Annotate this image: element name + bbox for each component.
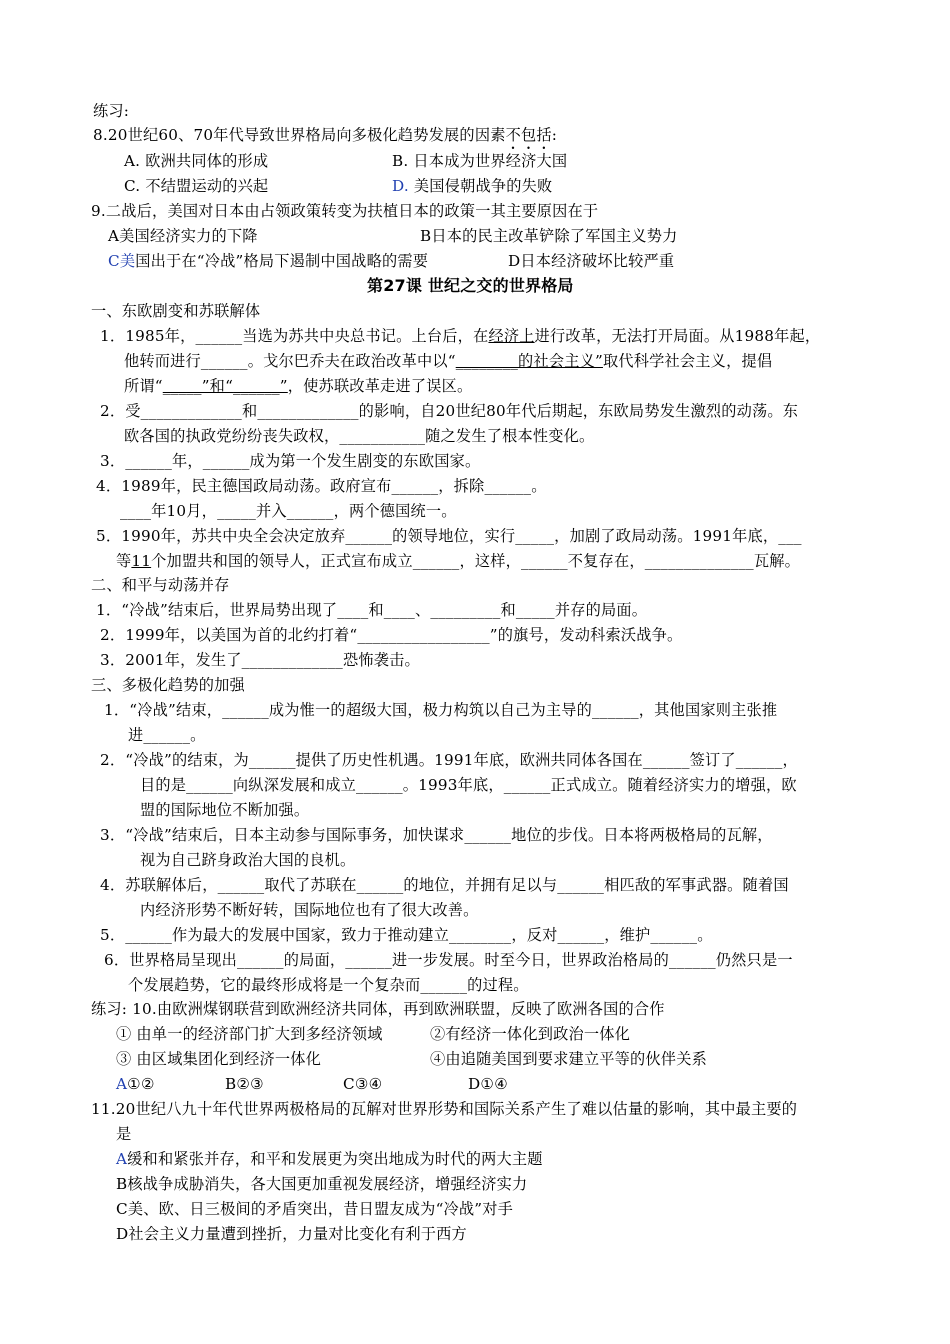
section1-heading: 一、东欧剧变和苏联解体 <box>91 302 261 320</box>
s1-item1-line1: 1．1985年，______当选为苏共中央总书记。上台后，在经济上进行改革，无法打开局面。从1988年起， <box>100 327 821 345</box>
s1-item5-line2: 等11个加盟共和国的领导人，正式宣布成立______，这样，______不复存在，______________瓦解。 <box>116 552 800 570</box>
q10-option-2: ②有经济一体化到政治一体化 <box>430 1025 631 1043</box>
s3-item6-line1: 6．世界格局呈现出______的局面，______进一步发展。时至今日，世界政治格局的______仍然只是一 <box>104 951 793 969</box>
q8-option-b: B. 日本成为世界经济大国 <box>392 152 568 170</box>
q10-choice-c: C③④ <box>343 1075 383 1093</box>
q10-option-3: ③ 由区域集团化到经济一体化 <box>116 1050 322 1068</box>
q8-emphasis: 不包括 <box>505 126 552 144</box>
s2-item2: 2．1999年，以美国为首的北约打着“_________________”的旗号，发动科索沃战争。 <box>100 626 683 644</box>
q11-stem-line2: 是 <box>116 1125 132 1143</box>
q9-option-c: C美国出于在“冷战”格局下遏制中国战略的需要 <box>108 252 429 270</box>
q11-option-c: C美、欧、日三极间的矛盾突出，昔日盟友成为“冷战”对手 <box>116 1200 514 1218</box>
q9-stem: 9.二战后，美国对日本由占领政策转变为扶植日本的政策一其主要原因在于 <box>91 202 599 220</box>
q10-option-4: ④由追随美国到要求建立平等的伙伴关系 <box>430 1050 707 1068</box>
s2-item3: 3．2001年，发生了_____________恐怖袭击。 <box>100 651 420 669</box>
s1-item3: 3．______年，______成为第一个发生剧变的东欧国家。 <box>100 452 481 470</box>
section3-heading: 三、多极化趋势的加强 <box>91 676 245 694</box>
s1-item1-line2: 他转而进行______。戈尔巴乔夫在政治改革中以“________的社会主义”取代科学社会主义，提倡 <box>124 352 773 370</box>
practice-label: 练习: <box>93 102 130 120</box>
s3-item2-line2: 目的是______向纵深发展和成立______。1993年底，______正式成立。随着经济实力的增强，欧 <box>140 776 797 794</box>
q11-option-a: A缓和和紧张并存，和平和发展更为突出地成为时代的两大主题 <box>116 1150 543 1168</box>
s1-item4-line1: 4．1989年，民主德国政局动荡。政府宣布______，拆除______。 <box>96 477 547 495</box>
q10-option-1: ① 由单一的经济部门扩大到多经济领域 <box>116 1025 383 1043</box>
q10-answer-letter: A <box>116 1075 128 1093</box>
q8-option-a: A. 欧洲共同体的形成 <box>124 152 269 170</box>
q8-option-d: D. 美国侵朝战争的失败 <box>392 177 553 195</box>
s3-item3-line2: 视为自己跻身政治大国的良机。 <box>140 851 356 869</box>
s1-item4-line2: ____年10月，_____并入______，两个德国统一。 <box>120 502 457 520</box>
s3-item4-line1: 4．苏联解体后，______取代了苏联在______的地位，并拥有足以与______相匹敌的军事武器。随着国 <box>100 876 789 894</box>
s3-item4-line2: 内经济形势不断好转，国际地位也有了很大改善。 <box>140 901 479 919</box>
q8-stem: 8.20世纪60、70年代导致世界格局向多极化趋势发展的因素不包括: <box>93 126 558 144</box>
s3-item1-line1: 1．“冷战”结束，______成为惟一的超级大国，极力构筑以自己为主导的______，其他国家则主张推 <box>104 701 778 719</box>
q10-choice-b: B②③ <box>225 1075 264 1093</box>
q9-option-b: B日本的民主改革铲除了军国主义势力 <box>420 227 678 245</box>
s2-item1: 1．“冷战”结束后，世界局势出现了____和____、_________和_____并存的局面。 <box>96 601 648 619</box>
section2-heading: 二、和平与动荡并存 <box>91 576 230 594</box>
s3-item2-line3: 盟的国际地位不断加强。 <box>140 801 310 819</box>
s3-item3-line1: 3．“冷战”结束后，日本主动参与国际事务，加快谋求______地位的步伐。日本将两极格局的瓦解， <box>100 826 773 844</box>
s3-item6-line2: 个发展趋势，它的最终形成将是一个复杂而______的过程。 <box>128 976 529 994</box>
s3-item5: 5．______作为最大的发展中国家，致力于推动建立________，反对______，维护______。 <box>100 926 713 944</box>
q9-answer-letter: C美 <box>108 252 136 270</box>
s1-item2-line2: 欧各国的执政党纷纷丧失政权，___________随之发生了根本性变化。 <box>124 427 595 445</box>
lesson-title: 第27课 世纪之交的世界格局 <box>367 276 574 295</box>
q10-choice-d: D①④ <box>468 1075 509 1093</box>
q11-stem-line1: 11.20世纪八九十年代世界两极格局的瓦解对世界形势和国际关系产生了难以估量的影响，其中最主要的 <box>91 1100 798 1118</box>
q8-option-c: C. 不结盟运动的兴起 <box>124 177 269 195</box>
s1-item2-line1: 2．受_____________和_____________的影响，自20世纪80年代后期起，东欧局势发生激烈的动荡。东 <box>100 402 799 420</box>
q10-choice-a: A①② <box>116 1075 155 1093</box>
q11-answer-letter: A <box>116 1150 128 1168</box>
q9-option-a: A美国经济实力的下降 <box>108 227 258 245</box>
s3-item2-line1: 2．“冷战”的结束，为______提供了历史性机遇。1991年底，欧洲共同体各国在______签订了______， <box>100 751 798 769</box>
q11-option-b: B核战争成胁消失，各大国更加重视发展经济，增强经济实力 <box>116 1175 528 1193</box>
s1-item5-line1: 5．1990年，苏共中央全会决定放弃______的领导地位，实行_____，加剧了政局动荡。1991年底，___ <box>96 527 802 545</box>
s3-item1-line2: 进______。 <box>128 726 206 744</box>
q9-option-d: D日本经济破坏比较严重 <box>508 252 675 270</box>
q8-answer-letter: D. <box>392 177 409 195</box>
q11-option-d: D社会主义力量遭到挫折，力量对比变化有利于西方 <box>116 1225 467 1243</box>
q10-stem: 练习: 10.由欧洲煤钢联营到欧洲经济共同体，再到欧洲联盟，反映了欧洲各国的合作 <box>91 1000 665 1018</box>
s1-item1-line3: 所谓“_____”和“______”，使苏联改革走进了误区。 <box>124 377 473 395</box>
